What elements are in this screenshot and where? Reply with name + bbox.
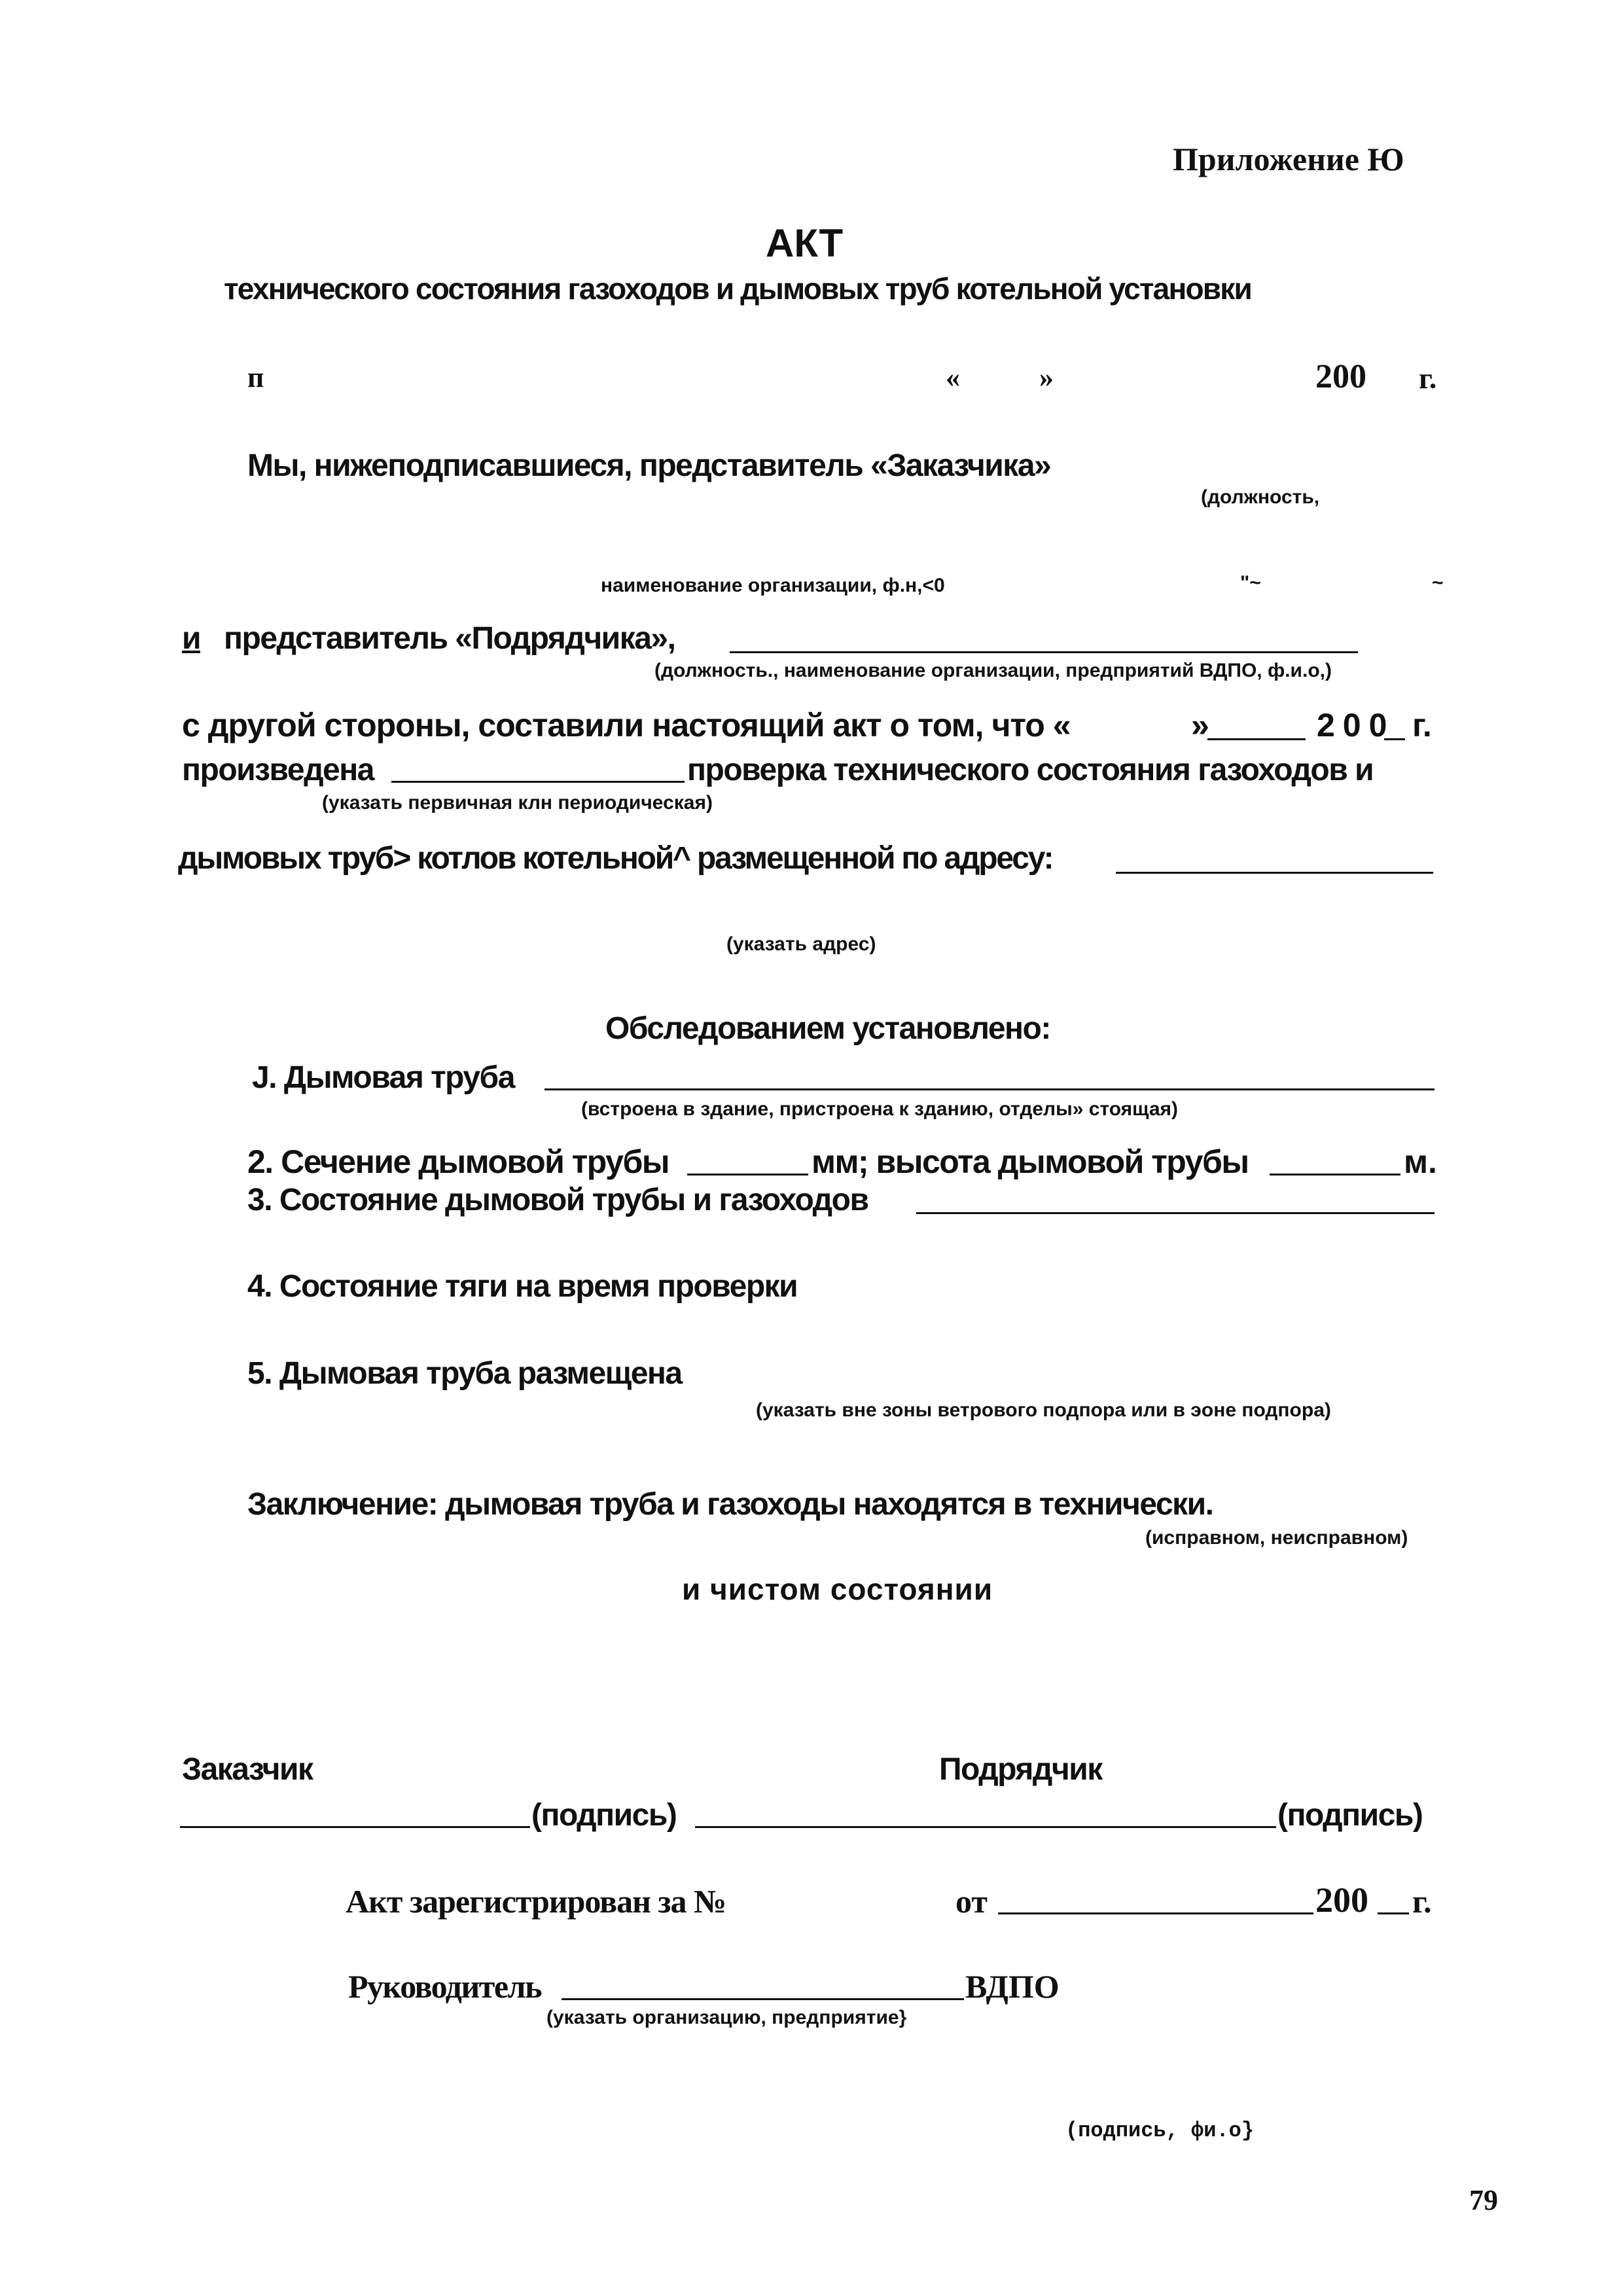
finding-1: J. Дымовая труба	[252, 1060, 514, 1095]
registration-year-suffix: г.	[1412, 1883, 1432, 1920]
date-month-line	[1207, 738, 1306, 740]
finding-3-line	[916, 1212, 1435, 1214]
customer-signature-line	[180, 1826, 530, 1828]
body-year-suffix: г.	[1412, 707, 1432, 744]
contractor-label: представитель «Подрядчика»,	[224, 621, 675, 656]
registration-from: от	[955, 1883, 988, 1920]
date-quote-close: »	[1039, 361, 1054, 393]
body-year-line	[1384, 738, 1405, 740]
finding-2-section: 2. Сечение дымовой трубы	[247, 1143, 669, 1180]
appendix-label: Приложение Ю	[1173, 141, 1404, 177]
head-org-hint: (указать организацию, предприятие}	[546, 2007, 907, 2028]
contractor-prefix: и	[182, 621, 201, 656]
contractor-field-line	[730, 651, 1358, 653]
finding-2-unit: м.	[1404, 1143, 1437, 1180]
document-title: АКТ	[766, 221, 844, 265]
date-year-suffix: г.	[1419, 361, 1437, 395]
body-line-2-start: произведена	[182, 753, 374, 787]
head-label: Руководитель	[348, 1968, 542, 2005]
hint-organization: наименование организации, ф.н,<0	[601, 575, 945, 596]
finding-2-height: мм; высота дымовой трубы	[812, 1143, 1249, 1180]
conclusion-text: Заключение: дымовая труба и газоходы находятся в технически.	[247, 1487, 1213, 1522]
contractor-signature-hint: (подпись)	[1277, 1798, 1423, 1833]
height-size-line	[1270, 1174, 1400, 1175]
customer-label: Заказчик	[182, 1752, 313, 1787]
body-line-3: дымовых труб> котлов котельной^ размещенной по адресу:	[178, 841, 1053, 876]
body-quote-close: »	[1191, 707, 1209, 744]
conclusion-tail: и чистом состоянии	[682, 1572, 993, 1606]
contractor-hint: (должность., наименование организации, предприятий ВДПО, ф.и.о,)	[654, 660, 1332, 681]
stray-mark: "~	[1240, 572, 1261, 594]
finding-4: 4. Состояние тяги на время проверки	[247, 1269, 798, 1304]
body-year: 200	[1317, 707, 1395, 744]
date-quote-open: «	[946, 361, 960, 393]
contractor-sign-label: Подрядчик	[939, 1752, 1102, 1787]
vdpo-label: ВДПО	[965, 1968, 1060, 2005]
head-org-line	[562, 1998, 964, 2000]
section-size-line	[687, 1174, 808, 1175]
address-hint: (указать адрес)	[726, 933, 876, 955]
place-label: п	[247, 361, 264, 393]
hint-position: (должность,	[1201, 486, 1320, 508]
finding-1-hint: (встроена в здание, пристроена к зданию, отделы» стоящая)	[581, 1098, 1179, 1120]
registration-year-line	[1378, 1912, 1409, 1914]
page-number: 79	[1469, 2184, 1498, 2216]
stray-mark: ~	[1432, 572, 1444, 594]
body-line-1: с другой стороны, составили настоящий акт о том, что «	[182, 707, 1071, 744]
customer-signature-hint: (подпись)	[531, 1798, 677, 1833]
intro-line: Мы, нижеподписавшиеся, представитель «Заказчика»	[247, 448, 1051, 483]
body-line-2-end: проверка технического состояния газоходов и	[687, 753, 1374, 787]
finding-5-hint: (указать вне зоны ветрового подпора или в эоне подпора)	[756, 1399, 1331, 1421]
document-subtitle: технического состояния газоходов и дымовых труб котельной установки	[224, 272, 1251, 306]
finding-5: 5. Дымовая труба размещена	[247, 1356, 682, 1391]
findings-heading: Обследованием установлено:	[605, 1011, 1050, 1046]
conclusion-hint: (исправном, неисправном)	[1145, 1527, 1408, 1549]
registration-label: Акт зарегистрирован за №	[346, 1883, 726, 1920]
date-year: 200	[1315, 358, 1366, 395]
address-line	[1116, 872, 1433, 874]
head-signature-hint: (подпись, фи.о}	[1065, 2119, 1255, 2143]
check-type-line	[391, 781, 685, 783]
contractor-signature-line	[695, 1826, 1276, 1828]
finding-1-line	[544, 1088, 1435, 1090]
finding-3: 3. Состояние дымовой трубы и газоходов	[247, 1183, 868, 1217]
registration-year: 200	[1315, 1880, 1368, 1920]
registration-date-line	[998, 1912, 1313, 1914]
check-type-hint: (указать первичная клн периодическая)	[322, 792, 713, 814]
